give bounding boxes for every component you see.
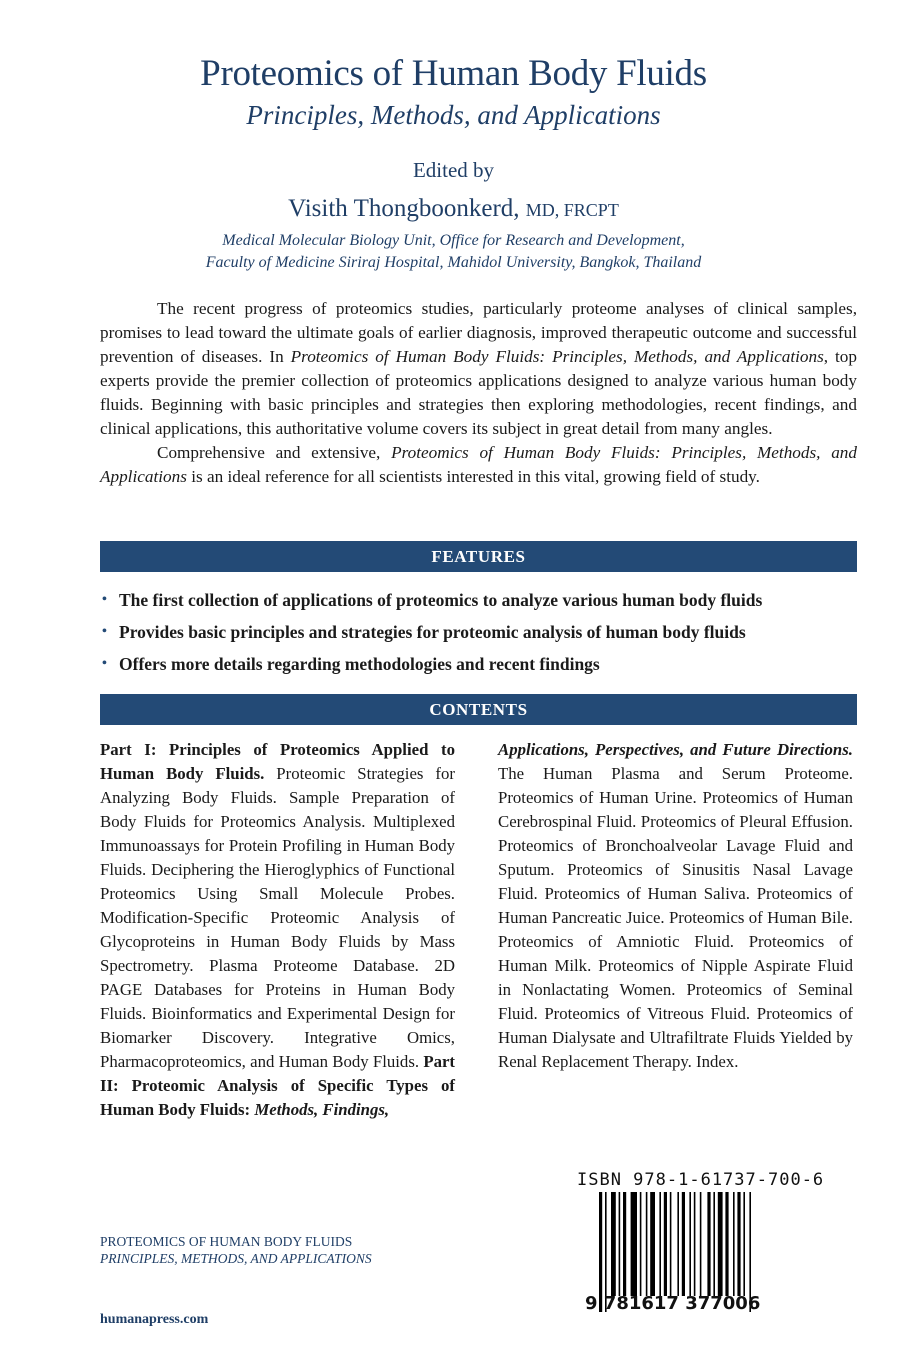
- footer-subtitle: PRINCIPLES, METHODS, AND APPLICATIONS: [100, 1251, 372, 1266]
- bullet-icon: •: [102, 624, 107, 639]
- affiliation-line: Faculty of Medicine Siriraj Hospital, Mahidol University, Bangkok, Thailand: [205, 254, 702, 271]
- contents-column-right: [498, 738, 853, 1074]
- bullet-icon: •: [102, 592, 107, 607]
- editor-name: Visith Thongboonkerd,: [288, 195, 520, 222]
- contents-heading: CONTENTS: [100, 694, 857, 725]
- barcode-bar: [682, 1192, 685, 1296]
- barcode-bar: [619, 1192, 621, 1296]
- book-title: Proteomics of Human Body Fluids: [200, 53, 707, 94]
- book-title-reference: Proteomics of Human Body Fluids: Principles, Methods, and Applications: [290, 347, 824, 366]
- book-title-reference: Proteomics of Human Body Fluids: Principles, Methods, and Applications: [100, 443, 857, 486]
- affiliation-line: Medical Molecular Biology Unit, Office for Research and Development,: [222, 232, 685, 249]
- contents-column-left: [100, 738, 455, 1122]
- barcode-bar: [640, 1192, 642, 1296]
- barcode-bar: [713, 1192, 715, 1296]
- barcode-bar: [689, 1192, 691, 1296]
- feature-text: The first collection of applications of proteomics to analyze various human body fluids: [119, 590, 763, 610]
- feature-item: [100, 648, 860, 680]
- editor-affiliation: [0, 230, 907, 274]
- barcode-bar: [700, 1192, 702, 1296]
- barcode-bar: [743, 1192, 745, 1296]
- description-paragraph: [100, 441, 857, 489]
- footer-title: PROTEOMICS OF HUMAN BODY FLUIDS: [100, 1234, 353, 1249]
- editor-credentials: MD, FRCPT: [525, 200, 619, 220]
- barcode-bar: [670, 1192, 672, 1296]
- book-subtitle: Principles, Methods, and Applications: [246, 100, 661, 130]
- barcode-bar: [733, 1192, 735, 1296]
- barcode-bar: [694, 1192, 696, 1296]
- barcode-bar: [725, 1192, 728, 1296]
- barcode-digits: 9 781617 377006: [585, 1293, 761, 1314]
- part-heading-italic: Methods, Findings,: [254, 1100, 390, 1119]
- barcode-bar: [664, 1192, 667, 1296]
- barcode-bar: [677, 1192, 679, 1296]
- barcode-bar: [659, 1192, 661, 1296]
- publisher-url[interactable]: humanapress.com: [100, 1312, 209, 1327]
- isbn-label: ISBN 978-1-61737-700-6: [577, 1170, 825, 1190]
- barcode-bar: [707, 1192, 710, 1296]
- part-heading: Part I: Principles of Proteomics Applied to Human Body Fluids.: [100, 740, 455, 783]
- description: [100, 297, 857, 489]
- text-run: , top experts provide the premier collection of proteomics applications designed to analyze various human body fluids. Beginning with basic principles and strategies then exploring methodologies, recent findings, and clinical applications, this authoritative volume covers its subject in great detail from many angles.: [100, 347, 857, 438]
- part-heading-italic: Applications, Perspectives, and Future Directions.: [498, 740, 853, 759]
- text-run: Comprehensive and extensive,: [157, 443, 392, 462]
- barcode-bar: [718, 1192, 723, 1296]
- edited-by-label: Edited by: [412, 158, 495, 182]
- feature-item: [100, 584, 860, 616]
- features-list: [100, 584, 860, 680]
- barcode-bar: [623, 1192, 626, 1296]
- contents-text: Proteomic Strategies for Analyzing Body Fluids. Sample Preparation of Body Fluids for Proteomics Analysis. Multiplexed Immunoassays for Protein Profiling in Human Body Fluids. Deciphering the Hieroglyphics of Functional Proteomics Using Small Molecule Probes. Modification-Specific Proteomic Analysis of Glycoproteins in Human Body Fluids by Mass Spectrometry. Plasma Proteome Database. 2D PAGE Databases for Proteins in Human Body Fluids. Bioinformatics and Experimental Design for Biomarker Discovery. Integrative Omics, Pharmacoproteomics, and Human Body Fluids.: [100, 764, 455, 1071]
- editor: [0, 193, 907, 226]
- feature-text: Offers more details regarding methodologies and recent findings: [119, 654, 600, 674]
- barcode-bar: [646, 1192, 648, 1296]
- contents-text: The Human Plasma and Serum Proteome. Proteomics of Human Urine. Proteomics of Human Cerebrospinal Fluid. Proteomics of Pleural Effusion. Proteomics of Bronchoalveolar Lavage Fluid and Sputum. Proteomics of Sinusitis Nasal Lavage Fluid. Proteomics of Human Saliva. Proteomics of Human Pancreatic Juice. Proteomics of Human Bile. Proteomics of Amniotic Fluid. Proteomics of Human Milk. Proteomics of Nipple Aspirate Fluid in Nonlactating Women. Proteomics of Seminal Fluid. Proteomics of Vitreous Fluid. Proteomics of Human Dialysate and Ultrafiltrate Fluids Yielded by Renal Replacement Therapy. Index.: [498, 764, 853, 1071]
- description-paragraph: [100, 297, 857, 441]
- barcode-bar: [737, 1192, 740, 1296]
- bullet-icon: •: [102, 656, 107, 671]
- barcode-bar: [611, 1192, 616, 1296]
- text-run: is an ideal reference for all scientists interested in this vital, growing field of study.: [186, 467, 760, 486]
- part-heading: Part II: Proteomic Analysis of Specific Types of Human Body Fluids:: [100, 1052, 455, 1119]
- feature-text: Provides basic principles and strategies for proteomic analysis of human body fluids: [119, 622, 746, 642]
- feature-item: [100, 616, 860, 648]
- barcode-bar: [650, 1192, 655, 1296]
- features-heading: FEATURES: [100, 541, 857, 572]
- text-run: The recent progress of proteomics studies, particularly proteome analyses of clinical samples, promises to lead toward the ultimate goals of earlier diagnosis, improved therapeutic outcome and successful prevention of diseases. In: [100, 299, 857, 366]
- barcode-bar: [631, 1192, 637, 1296]
